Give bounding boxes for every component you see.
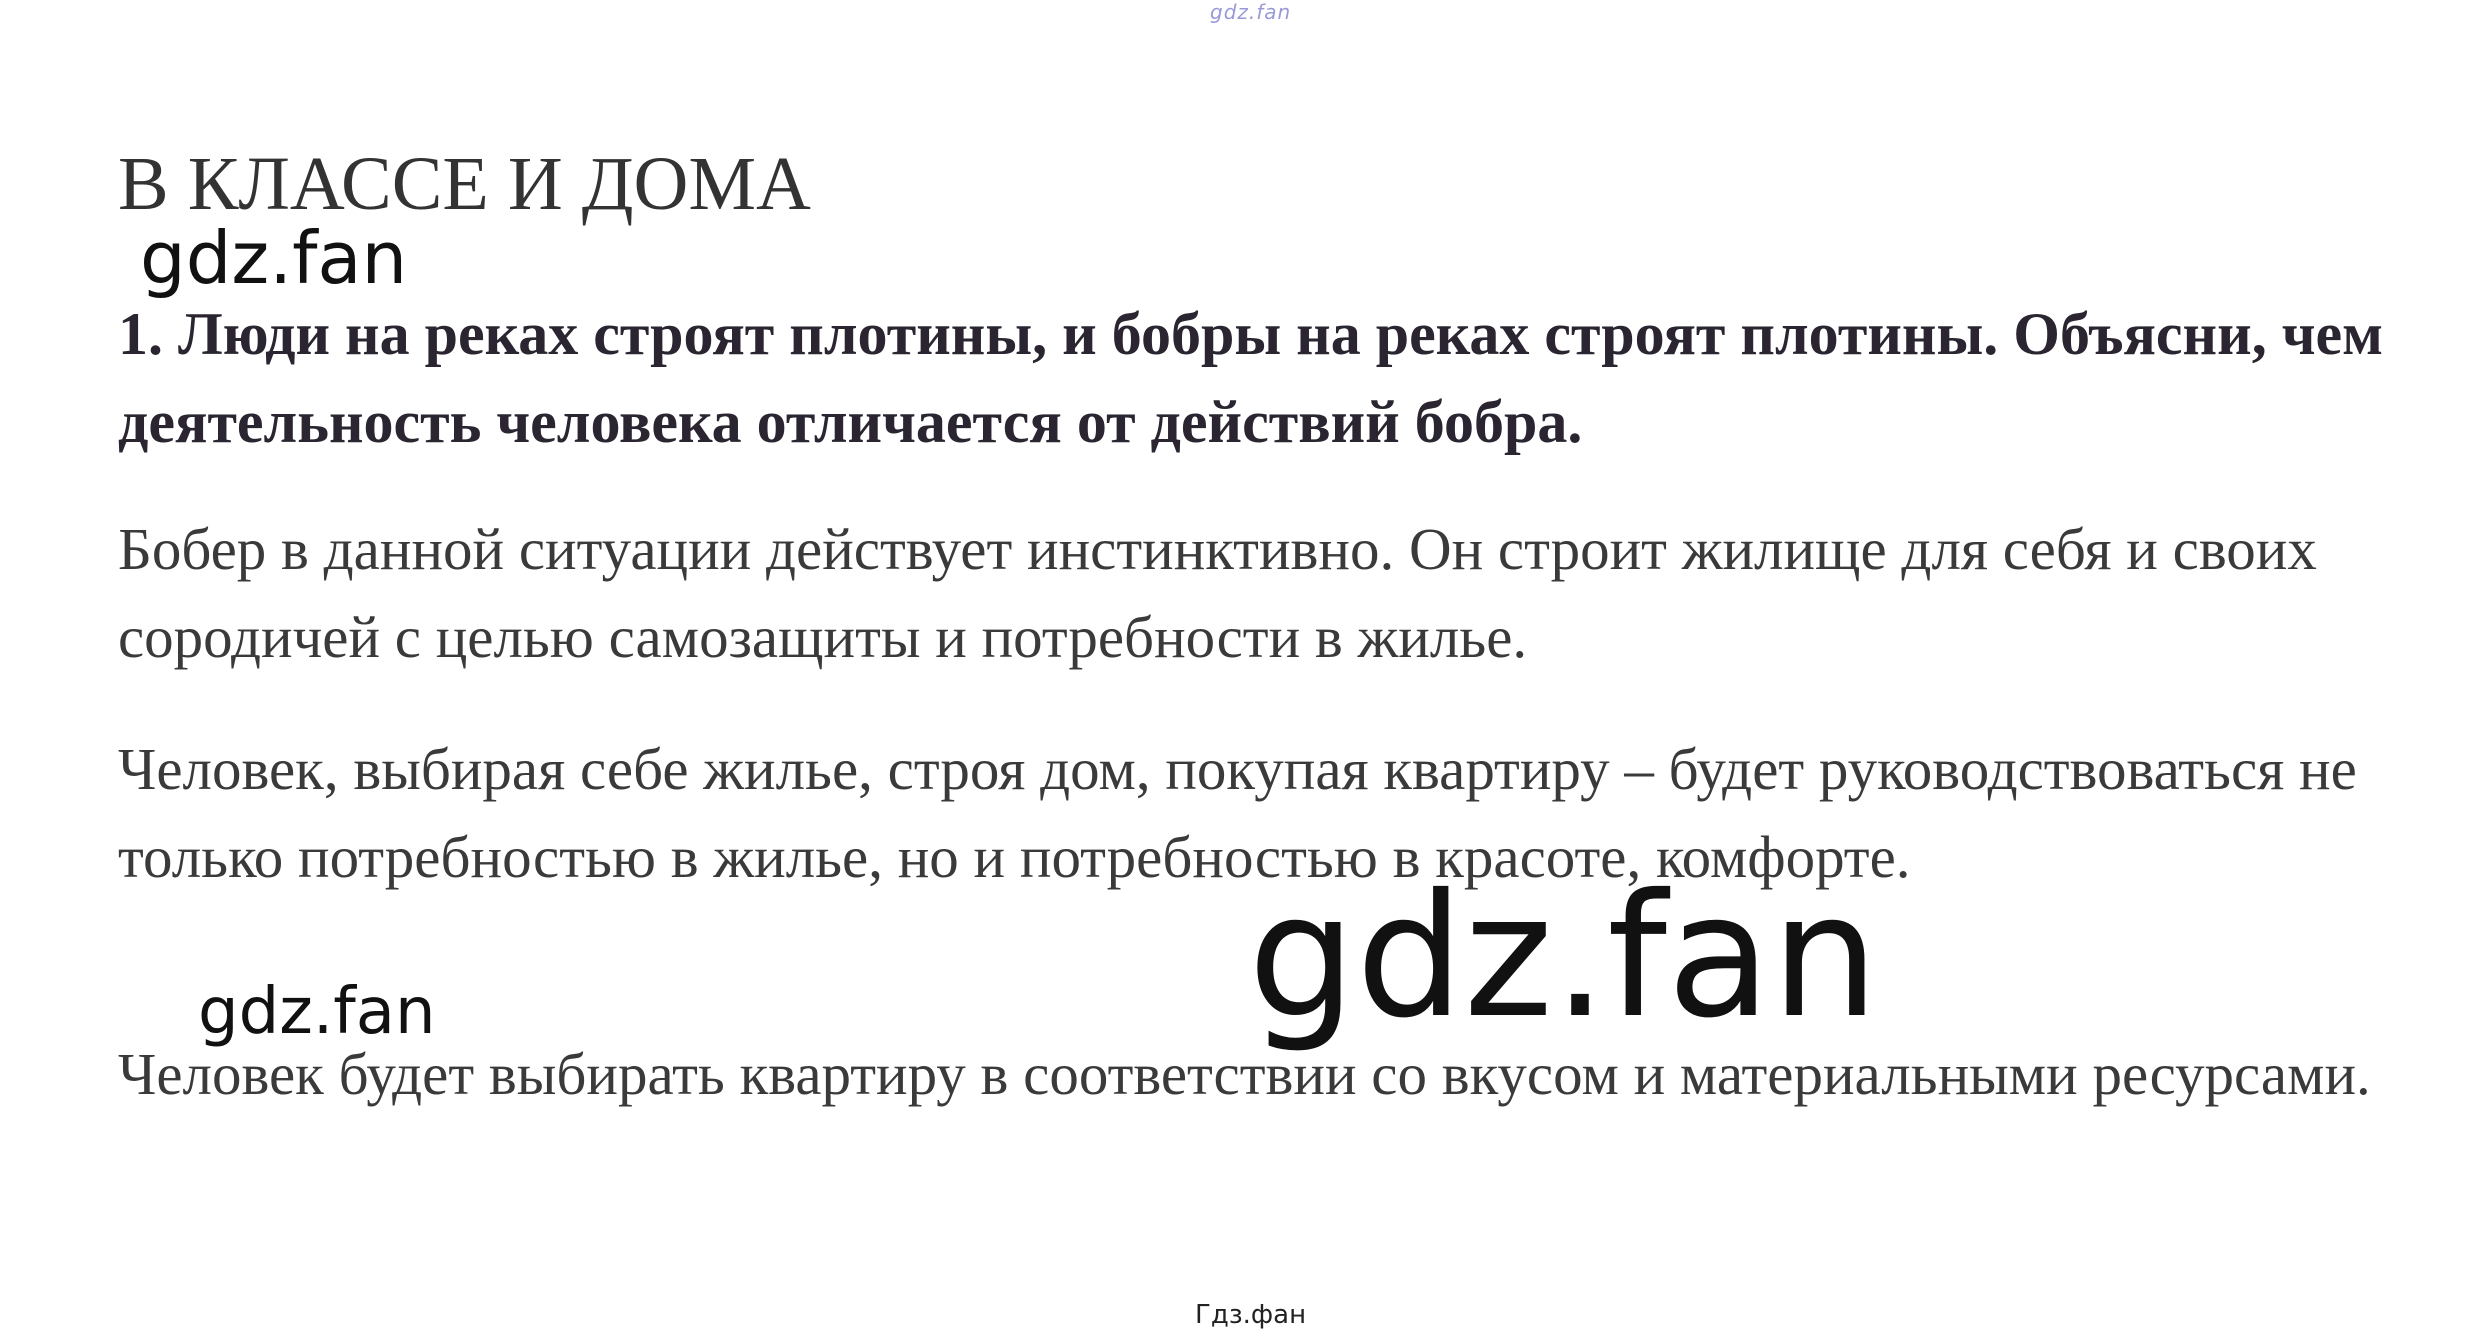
watermark-large: gdz.fan [1248,858,1879,1056]
watermark-small-bottom: gdz.fan [198,975,436,1049]
question-text: 1. Люди на реках строят плотины, и бобры на реках строят плотины. Объясни, чем деятельность человека отличается от действий бобра. [118,301,2384,455]
section-heading: В КЛАССЕ И ДОМА [118,142,811,226]
footer-label: Гдз.фан [1195,1300,1307,1330]
watermark-small-top: gdz.fan [140,216,408,300]
answer-paragraph-1: Бобер в данной ситуации действует инстинктивно. Он строит жилище для себя и своих сородичей с целью самозащиты и потребности в жилье. [118,516,2317,670]
answer-paragraph-2: Человек, выбирая себе жилье, строя дом, покупая квартиру – будет руководствоваться не только потребностью в жилье, но и потребностью в красоте, комфорте. [118,736,2357,890]
top-watermark: gdz.fan [1210,0,1292,24]
answer-paragraph-3: Человек будет выбирать квартиру в соответствии со вкусом и материальными ресурсами. [118,1041,2371,1107]
